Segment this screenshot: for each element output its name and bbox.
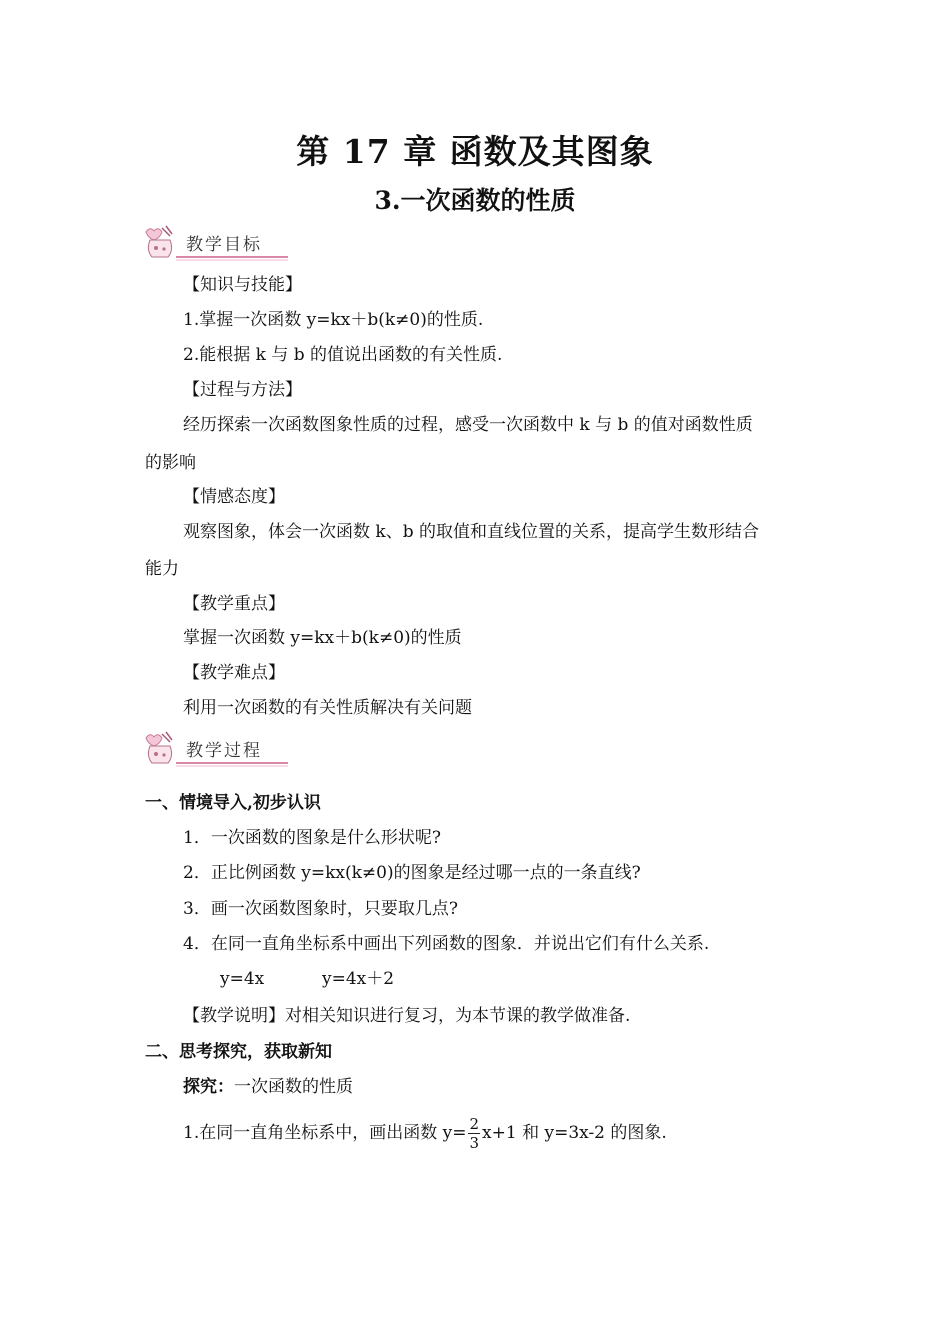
method-text-line-2: 的影响: [145, 453, 196, 473]
question-4: 4．在同一直角坐标系中画出下列函数的图象．并说出它们有什么关系.: [183, 934, 710, 954]
equation-b: y=4x＋2: [322, 969, 395, 989]
part2-title: 二、思考探究，获取新知: [145, 1042, 332, 1062]
teaching-note: 【教学说明】对相关知识进行复习，为本节课的教学做准备.: [183, 1006, 631, 1026]
question-2: 2．正比例函数 y=kx(k≠0)的图象是经过哪一点的一条直线?: [183, 863, 641, 883]
emotion-text-line-2: 能力: [145, 559, 179, 579]
fraction-numerator: 2: [469, 1115, 480, 1133]
method-text-line-1: 经历探索一次函数图象性质的过程，感受一次函数中 k 与 b 的值对函数性质: [183, 415, 753, 435]
fraction: [468, 1115, 480, 1152]
banner-label: 教学过程: [186, 741, 262, 761]
explore-line: [183, 1075, 353, 1099]
part1-title: 一、情境导入,初步认识: [145, 793, 321, 813]
equation-a: y=4x: [220, 969, 265, 989]
difficulty-text: 利用一次函数的有关性质解决有关问题: [183, 698, 472, 718]
banner-label: 教学目标: [186, 235, 262, 255]
banner-teaching-process: [140, 730, 300, 772]
banner-teaching-goals: [140, 224, 300, 266]
chapter-title: 第 17 章 函数及其图象: [296, 132, 654, 171]
explore-label: 探究：: [183, 1077, 234, 1097]
question-1: 1．一次函数的图象是什么形状呢?: [183, 828, 441, 848]
task-1-before: 1.在同一直角坐标系中，画出函数 y=: [183, 1123, 467, 1143]
knowledge-item-2: 2.能根据 k 与 b 的值说出函数的有关性质.: [183, 345, 503, 365]
question-3: 3．画一次函数图象时，只要取几点?: [183, 899, 458, 919]
fraction-denominator: 3: [469, 1134, 480, 1152]
section-title: 3.一次函数的性质: [374, 186, 576, 215]
method-header: 【过程与方法】: [183, 380, 302, 400]
key-point-header: 【教学重点】: [183, 594, 285, 614]
task-1-after: x+1 和 y=3x-2 的图象.: [482, 1123, 667, 1143]
difficulty-header: 【教学难点】: [183, 663, 285, 683]
emotion-header: 【情感态度】: [183, 487, 285, 507]
knowledge-item-1: 1.掌握一次函数 y=kx＋b(k≠0)的性质.: [183, 310, 484, 330]
explore-text: 一次函数的性质: [234, 1077, 353, 1097]
key-point-text: 掌握一次函数 y=kx＋b(k≠0)的性质: [183, 628, 462, 648]
knowledge-header: 【知识与技能】: [183, 275, 302, 295]
task-1: [183, 1113, 667, 1153]
emotion-text-line-1: 观察图象，体会一次函数 k、b 的取值和直线位置的关系，提高学生数形结合: [183, 522, 759, 542]
